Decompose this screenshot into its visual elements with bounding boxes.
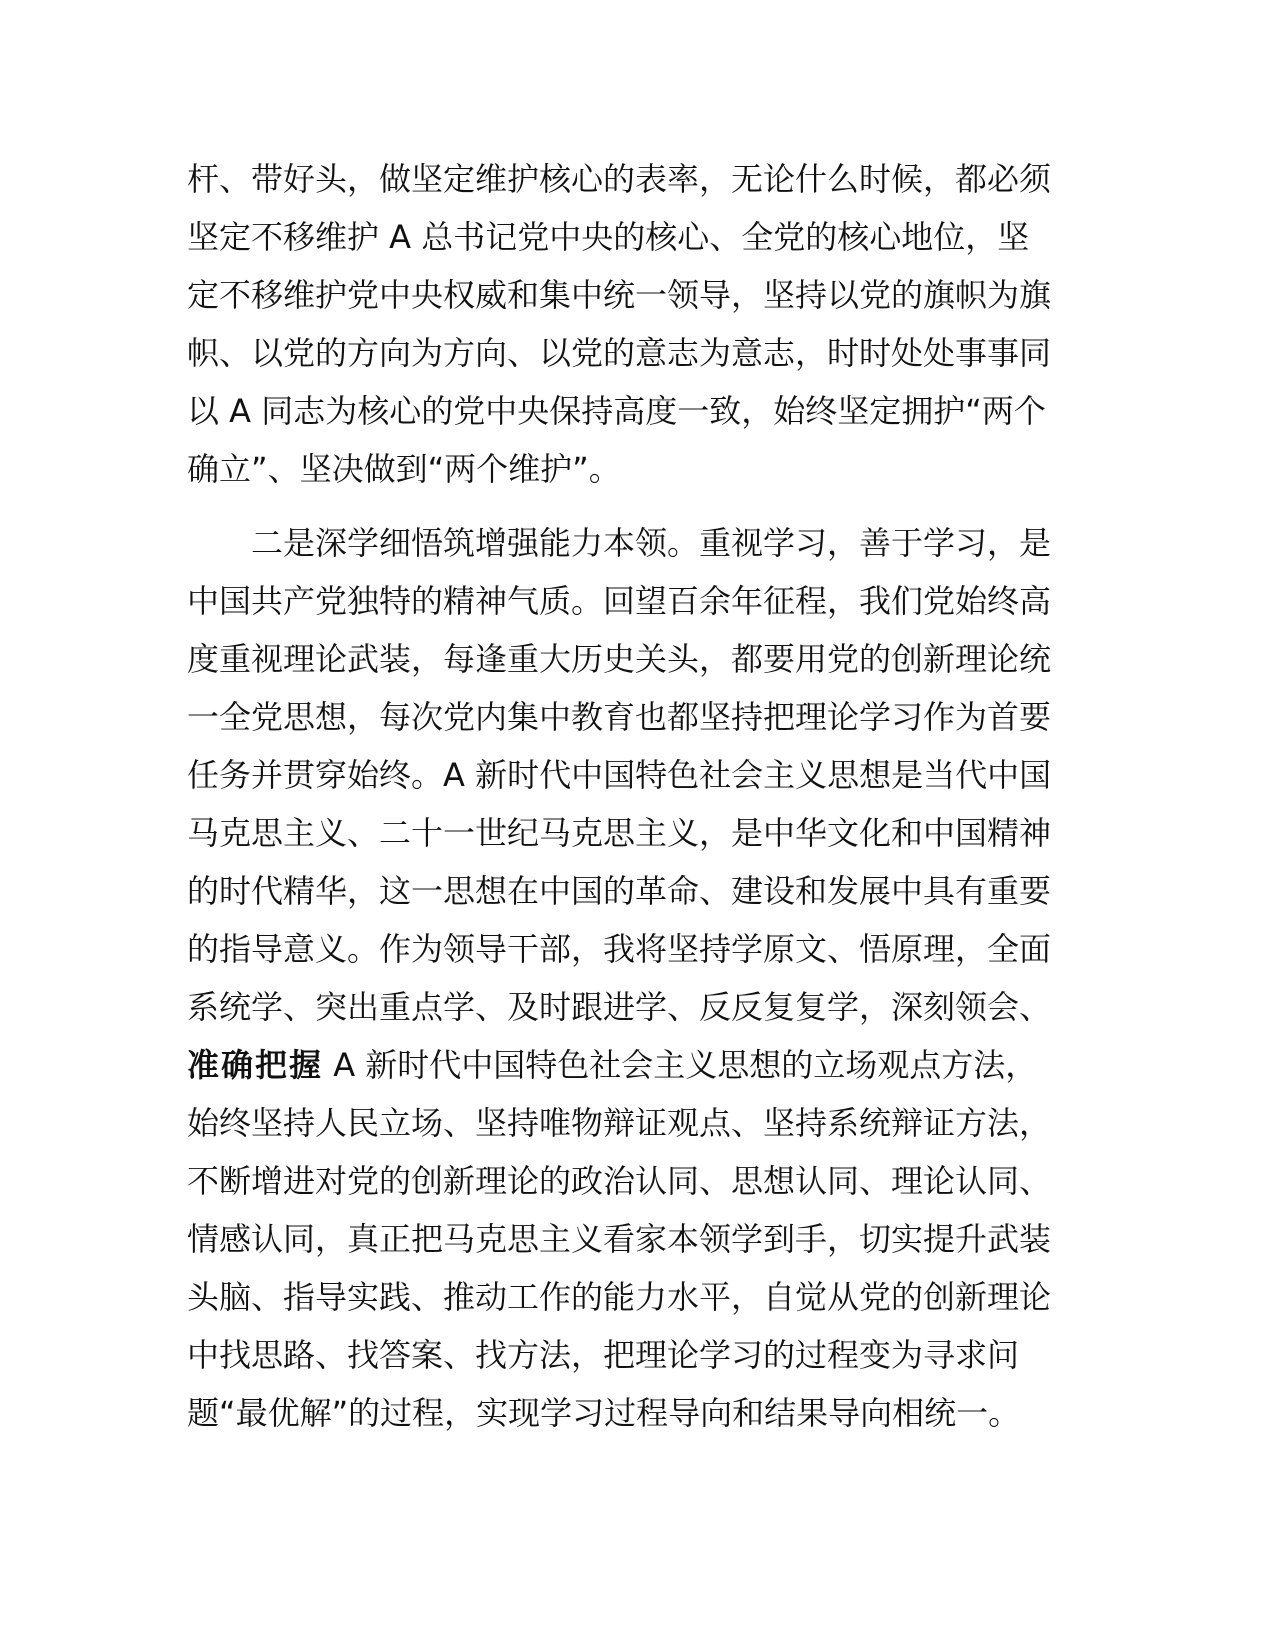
text-line: 确立”、坚决做到“两个维护”。 [187, 450, 621, 488]
text-line: 任务并贯穿始终。A 新时代中国特色社会主义思想是当代中国 [187, 756, 1052, 794]
paragraph-2 [187, 514, 1087, 1442]
text-line: 马克思主义、二十一世纪马克思主义，是中华文化和中国精神 [187, 814, 1052, 852]
text-line-with-bold [187, 1036, 1087, 1094]
document-body [187, 150, 1087, 1442]
text-line: 不断增进对党的创新理论的政治认同、思想认同、理论认同、 [187, 1162, 1052, 1200]
text-line: 系统学、突出重点学、及时跟进学、反反复复学，深刻领会、 [187, 988, 1052, 1026]
text-line: 帜、以党的方向为方向、以党的意志为意志，时时处处事事同 [187, 334, 1052, 372]
text-line: 杆、带好头，做坚定维护核心的表率，无论什么时候，都必须 [187, 160, 1052, 198]
text-line: 坚定不移维护 A 总书记党中央的核心、全党的核心地位，坚 [187, 218, 1030, 256]
text-line: 头脑、指导实践、推动工作的能力水平，自觉从党的创新理论 [187, 1278, 1052, 1316]
paragraph-spacing [187, 498, 1087, 514]
text-line: 的时代精华，这一思想在中国的革命、建设和发展中具有重要 [187, 872, 1052, 910]
text-line: 情感认同，真正把马克思主义看家本领学到手，切实提升武装 [187, 1220, 1052, 1258]
text-segment: A 新时代中国特色社会主义思想的立场观点方法， [323, 1046, 1038, 1084]
text-line: 二是深学细悟筑增强能力本领。重视学习，善于学习，是 [187, 524, 1052, 562]
paragraph-1 [187, 150, 1087, 498]
text-line: 中国共产党独特的精神气质。回望百余年征程，我们党始终高 [187, 582, 1052, 620]
text-line: 题“最优解”的过程，实现学习过程导向和结果导向相统一。 [187, 1394, 1021, 1432]
text-line: 度重视理论武装，每逢重大历史关头，都要用党的创新理论统 [187, 640, 1052, 678]
text-line: 以 A 同志为核心的党中央保持高度一致，始终坚定拥护“两个 [187, 392, 1046, 430]
text-line: 一全党思想，每次党内集中教育也都坚持把理论学习作为首要 [187, 698, 1052, 736]
text-line: 中找思路、找答案、找方法，把理论学习的过程变为寻求问 [187, 1336, 1020, 1374]
text-line: 的指导意义。作为领导干部，我将坚持学原文、悟原理，全面 [187, 930, 1052, 968]
text-line: 始终坚持人民立场、坚持唯物辩证观点、坚持系统辩证方法， [187, 1104, 1052, 1142]
bold-phrase: 准确把握 [187, 1046, 324, 1084]
text-line: 定不移维护党中央权威和集中统一领导，坚持以党的旗帜为旗 [187, 276, 1052, 314]
